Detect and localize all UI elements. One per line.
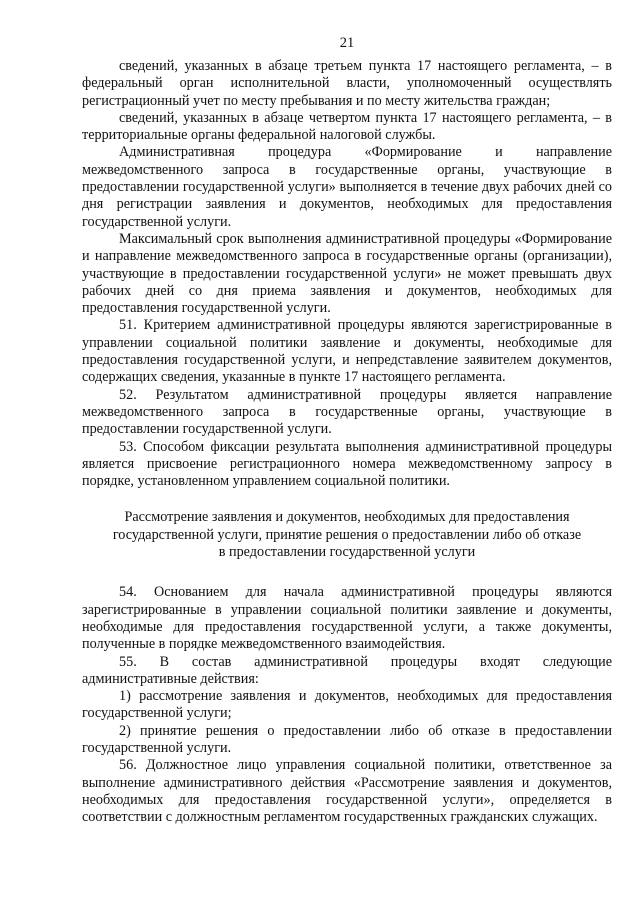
- paragraph: 53. Способом фиксации результата выполнения административной процедуры является присвоение регистрационного номера межведомственному запросу в порядке, установленном управлением социальной политики.: [82, 438, 612, 490]
- paragraph: Максимальный срок выполнения административной процедуры «Формирование и направление межведомственного запроса в государственные органы (организации), участвующие в предоставлении государственной услуги» не может превышать двух рабочих дней со дня приема заявления и документов, необходимых для предоставления государственной услуги.: [82, 230, 612, 317]
- document-page: [82, 34, 612, 826]
- paragraph: 55. В состав административной процедуры входят следующие административные действия:: [82, 653, 612, 687]
- paragraph: 56. Должностное лицо управления социальной политики, ответственное за выполнение административного действия «Рассмотрение заявления и документов, необходимых для предоставления государственной услуги», определяется в соответствии с должностным регламентом государственных гражданских служащих.: [82, 757, 612, 826]
- paragraphs-before: [82, 58, 612, 490]
- paragraph: 54. Основанием для начала административной процедуры являются зарегистрированные в управлении социальной политики заявление и документы, необходимые для предоставления государственной услуги, а также документы, полученные в порядке межведомственного взаимодействия.: [82, 584, 612, 653]
- paragraph: 1) рассмотрение заявления и документов, необходимых для предоставления государственной услуги;: [82, 688, 612, 722]
- paragraph: сведений, указанных в абзаце третьем пункта 17 настоящего регламента, – в федеральный орган исполнительной власти, уполномоченный осуществлять регистрационный учет по месту пребывания и по месту жительства граждан;: [82, 58, 612, 109]
- paragraphs-after: [82, 584, 612, 826]
- paragraph: 51. Критерием административной процедуры являются зарегистрированные в управлении социальной политики заявление и документы, необходимые для предоставления государственной услуги, и непредставление заявителем документов, содержащих сведения, указанные в пункте 17 настоящего регламента.: [82, 317, 612, 386]
- paragraph: сведений, указанных в абзаце четвертом пункта 17 настоящего регламента, – в территориальные органы федеральной налоговой службы.: [82, 109, 612, 144]
- paragraph: Административная процедура «Формирование и направление межведомственного запроса в государственные органы, участвующие в предоставлении государственной услуги» выполняется в течение двух рабочих дней со дня регистрации заявления и документов, необходимых для предоставления государственной услуги.: [82, 144, 612, 230]
- page-number: 21: [339, 35, 355, 51]
- paragraph: 2) принятие решения о предоставлении либо об отказе в предоставлении государственной услуги.: [82, 722, 612, 756]
- paragraph: 52. Результатом административной процедуры является направление межведомственного запроса в государственные органы, участвующие в предоставлении государственной услуги.: [82, 386, 612, 438]
- section-heading: Рассмотрение заявления и документов, необходимых для предоставления государственной услуги, принятие решения о предоставлении либо об отказе в предоставлении государственной услуги: [112, 509, 582, 561]
